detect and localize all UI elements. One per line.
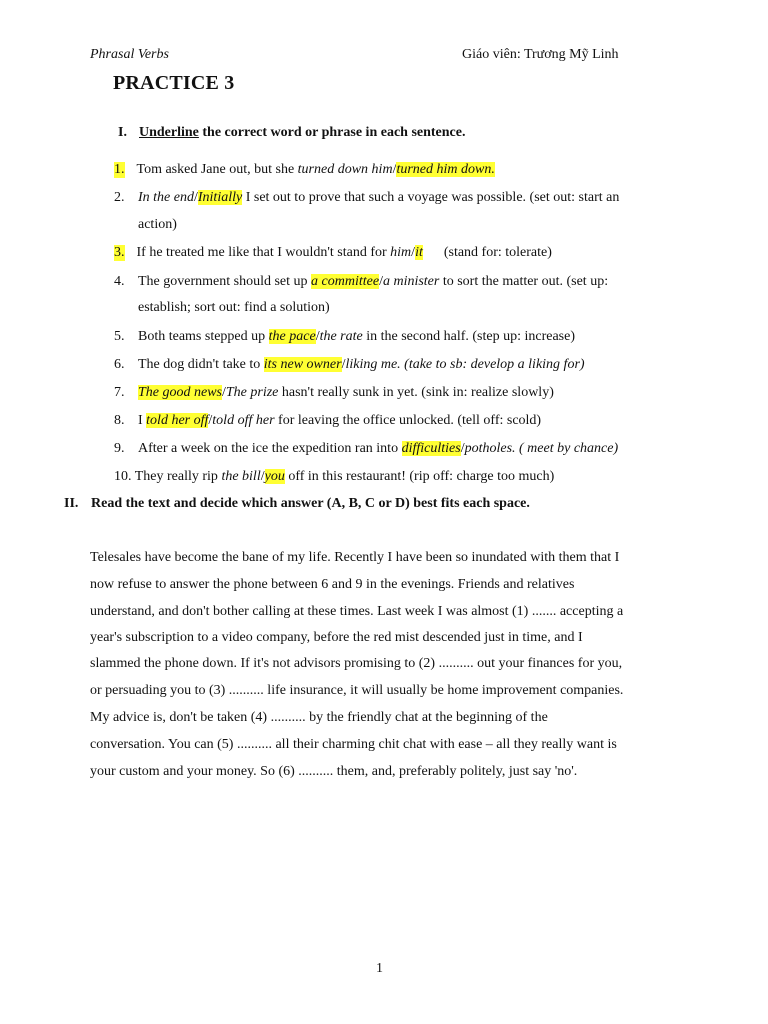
option-a: its new owner: [263, 357, 342, 372]
exercise-item-4: [114, 274, 608, 290]
passage-line: conversation. You can (5) .......... all their charming chit chat with ease – all they really want is: [90, 737, 617, 752]
option-b: it: [415, 245, 423, 260]
section-1-numeral: I.: [118, 125, 127, 140]
item-number: 10.: [114, 469, 132, 484]
section-2-instruction: Read the text and decide which answer (A, B, C or D) best fits each space.: [91, 496, 530, 511]
section-1-heading: [118, 125, 465, 141]
option-separator: /: [341, 357, 346, 372]
option-b: liking me. (take to sb: develop a liking for): [345, 357, 585, 372]
passage-line: slammed the phone down. If it's not advisors promising to (2) .......... out your finances for you,: [90, 656, 623, 671]
section-2-heading: [64, 496, 530, 512]
option-separator: /: [411, 245, 416, 260]
item-number: 5.: [114, 329, 125, 344]
option-separator: /: [379, 274, 383, 289]
item-note: in the second half. (step up: increase): [362, 329, 575, 344]
option-separator: /: [315, 329, 320, 344]
option-separator: /: [222, 385, 226, 400]
item-note: to sort the matter out. (set up:: [439, 274, 609, 289]
item-text: Tom asked Jane out, but she: [136, 162, 298, 177]
exercise-item-10: [114, 469, 554, 485]
exercise-item-7: [114, 385, 554, 401]
option-a: turned down him: [297, 162, 393, 177]
item-note: (stand for: tolerate): [422, 245, 552, 260]
option-b: potholes. ( meet by chance): [464, 441, 619, 456]
item-note: off in this restaurant! (rip off: charge too much): [284, 469, 555, 484]
option-b: turned him down.: [396, 162, 495, 177]
page-number: 1: [376, 961, 383, 976]
item-text: After a week on the ice the expedition ran into: [138, 441, 402, 456]
option-separator: /: [208, 413, 213, 428]
option-a: In the end: [138, 190, 194, 205]
exercise-item-9: [114, 441, 618, 457]
option-a: him: [390, 245, 412, 260]
exercise-item-5: [114, 329, 575, 345]
passage-line: now refuse to answer the phone between 6 and 9 in the evenings. Friends and relatives: [90, 577, 575, 592]
item-text: The dog didn't take to: [138, 357, 264, 372]
item-note: for leaving the office unlocked. (tell off: scold): [274, 413, 542, 428]
option-a: difficulties: [401, 441, 461, 456]
option-b: Initially: [197, 190, 243, 205]
option-b: a minister: [382, 274, 440, 289]
exercise-item-6: [114, 357, 585, 373]
option-a: The good news: [138, 385, 222, 400]
item-2-continuation: action): [138, 217, 177, 232]
item-number: 4.: [114, 274, 125, 289]
section-2-numeral: II.: [64, 496, 79, 511]
option-b: the rate: [319, 329, 363, 344]
passage-line: or persuading you to (3) .......... life insurance, it will usually be home improvement companies.: [90, 683, 624, 698]
item-number: 3.: [114, 245, 125, 260]
exercise-item-1: [114, 162, 495, 178]
item-text: I set out to prove that such a voyage was possible. (set out: start an: [242, 190, 620, 205]
option-separator: /: [392, 162, 397, 177]
option-a: told her off: [146, 413, 209, 428]
option-separator: /: [460, 441, 465, 456]
section-1-instruction: the correct word or phrase in each sentence.: [198, 125, 466, 140]
item-number: 6.: [114, 357, 125, 372]
item-text: Both teams stepped up: [138, 329, 269, 344]
passage-line: Telesales have become the bane of my life. Recently I have been so inundated with them that I: [90, 550, 620, 565]
passage-line: My advice is, don't be taken (4) .......... by the friendly chat at the beginning of the: [90, 710, 548, 725]
item-number: 8.: [114, 413, 125, 428]
option-a: the pace: [268, 329, 316, 344]
page-title: PRACTICE 3: [113, 72, 235, 94]
option-separator: /: [260, 469, 265, 484]
item-text: I: [138, 413, 147, 428]
option-b: you: [264, 469, 285, 484]
item-4-continuation: establish; sort out: find a solution): [138, 300, 330, 315]
exercise-item-3: [114, 245, 552, 261]
option-a: the bill: [221, 469, 261, 484]
passage-line: year's subscription to a video company, before the red mist descended just in time, and I: [90, 630, 583, 645]
exercise-item-2: [114, 190, 619, 206]
item-number: 1.: [114, 162, 125, 177]
option-b: told off her: [212, 413, 275, 428]
option-b: The prize: [225, 385, 279, 400]
item-number: 7.: [114, 385, 125, 400]
option-separator: /: [193, 190, 198, 205]
item-text: hasn't really sunk in yet. (sink in: realize slowly): [278, 385, 554, 400]
header-teacher: Giáo viên: Trương Mỹ Linh: [462, 47, 619, 62]
item-text: The government should set up: [138, 274, 312, 289]
passage-line: your custom and your money. So (6) .......... them, and, preferably politely, just say 'no'.: [90, 764, 578, 779]
exercise-item-8: [114, 413, 541, 429]
item-number: 2.: [114, 190, 125, 205]
header-subject: Phrasal Verbs: [90, 47, 169, 62]
option-a: a committee: [311, 274, 380, 289]
item-text: They really rip: [134, 469, 222, 484]
item-text: If he treated me like that I wouldn't stand for: [136, 245, 391, 260]
section-1-keyword: Underline: [139, 125, 199, 140]
passage-line: understand, and don't bother calling at these times. Last week I was almost (1) ....... accepting a: [90, 604, 624, 619]
item-number: 9.: [114, 441, 125, 456]
